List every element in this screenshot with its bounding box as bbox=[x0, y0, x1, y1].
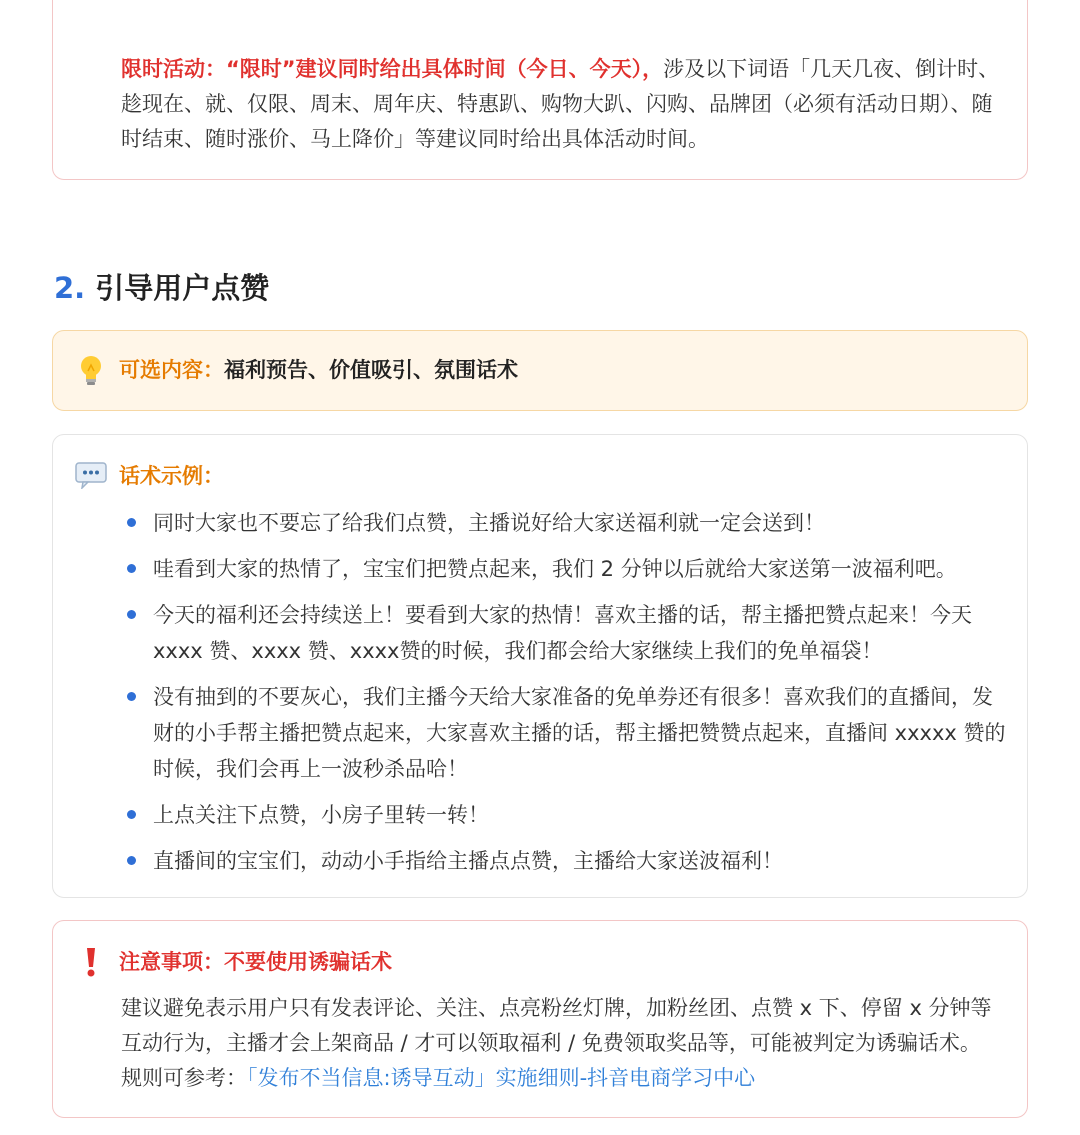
script-example-label: 话术示例： bbox=[119, 464, 224, 488]
limited-activity-text bbox=[121, 52, 1001, 157]
warning-card bbox=[52, 920, 1028, 1118]
rule-reference-link[interactable]: 「发布不当信息:诱导互动」实施细则-抖音电商学习中心 bbox=[247, 1066, 756, 1090]
optional-content-value: 福利预告、价值吸引、氛围话术 bbox=[224, 358, 518, 382]
script-example-card bbox=[52, 434, 1028, 898]
script-example-header bbox=[75, 459, 224, 491]
warning-body: 建议避免表示用户只有发表评论、关注、点亮粉丝灯牌，加粉丝团、点赞 x 下、停留 x 分钟等互动行为，主播才会上架商品 / 才可以领取福利 / 免费领取奖品等，可能被判定为诱骗话术。规则可参考： bbox=[121, 996, 992, 1090]
section-title bbox=[54, 266, 269, 307]
limited-activity-body: 涉及以下词语「几天几夜、倒计时、趁现在、就、仅限、周末、周年庆、特惠趴、购物大趴、闪购、品牌团（必须有活动日期）、随时结束、随时涨价、马上降价」等建议同时给出具体活动时间。 bbox=[121, 57, 1000, 151]
list-item: 同时大家也不要忘了给我们点赞，主播说好给大家送福利就一定会送到！ bbox=[127, 505, 1007, 541]
section-title-text: 引导用户点赞 bbox=[95, 271, 270, 305]
lightbulb-icon bbox=[75, 353, 107, 385]
speech-bubble-icon bbox=[75, 459, 107, 491]
list-item: 哇看到大家的热情了，宝宝们把赞点起来，我们 2 分钟以后就给大家送第一波福利吧。 bbox=[127, 551, 1007, 587]
warning-header bbox=[75, 945, 392, 977]
list-item: 上点关注下点赞，小房子里转一转！ bbox=[127, 797, 1007, 833]
exclamation-icon bbox=[75, 945, 107, 977]
limited-activity-card bbox=[52, 0, 1028, 180]
section-number: 2. bbox=[54, 271, 86, 305]
optional-content-card bbox=[52, 330, 1028, 411]
optional-content-row bbox=[75, 353, 518, 385]
script-example-list bbox=[127, 505, 1007, 889]
list-item: 直播间的宝宝们，动动小手指给主播点点赞，主播给大家送波福利！ bbox=[127, 843, 1007, 879]
optional-content-label: 可选内容： bbox=[119, 358, 224, 382]
limited-activity-label: 限时活动：“限时”建议同时给出具体时间（今日、今天）， bbox=[121, 57, 664, 81]
warning-label: 注意事项：不要使用诱骗话术 bbox=[119, 950, 392, 974]
list-item: 没有抽到的不要灰心，我们主播今天给大家准备的免单券还有很多！喜欢我们的直播间，发财的小手帮主播把赞点起来，大家喜欢主播的话，帮主播把赞赞点起来，直播间 xxxxx 赞的时候，我们会再上一波秒杀品哈！ bbox=[127, 679, 1007, 787]
list-item: 今天的福利还会持续送上！要看到大家的热情！喜欢主播的话，帮主播把赞点起来！今天 xxxx 赞、xxxx 赞、xxxx赞的时候，我们都会给大家继续上我们的免单福袋！ bbox=[127, 597, 1007, 669]
warning-text bbox=[121, 991, 1001, 1096]
